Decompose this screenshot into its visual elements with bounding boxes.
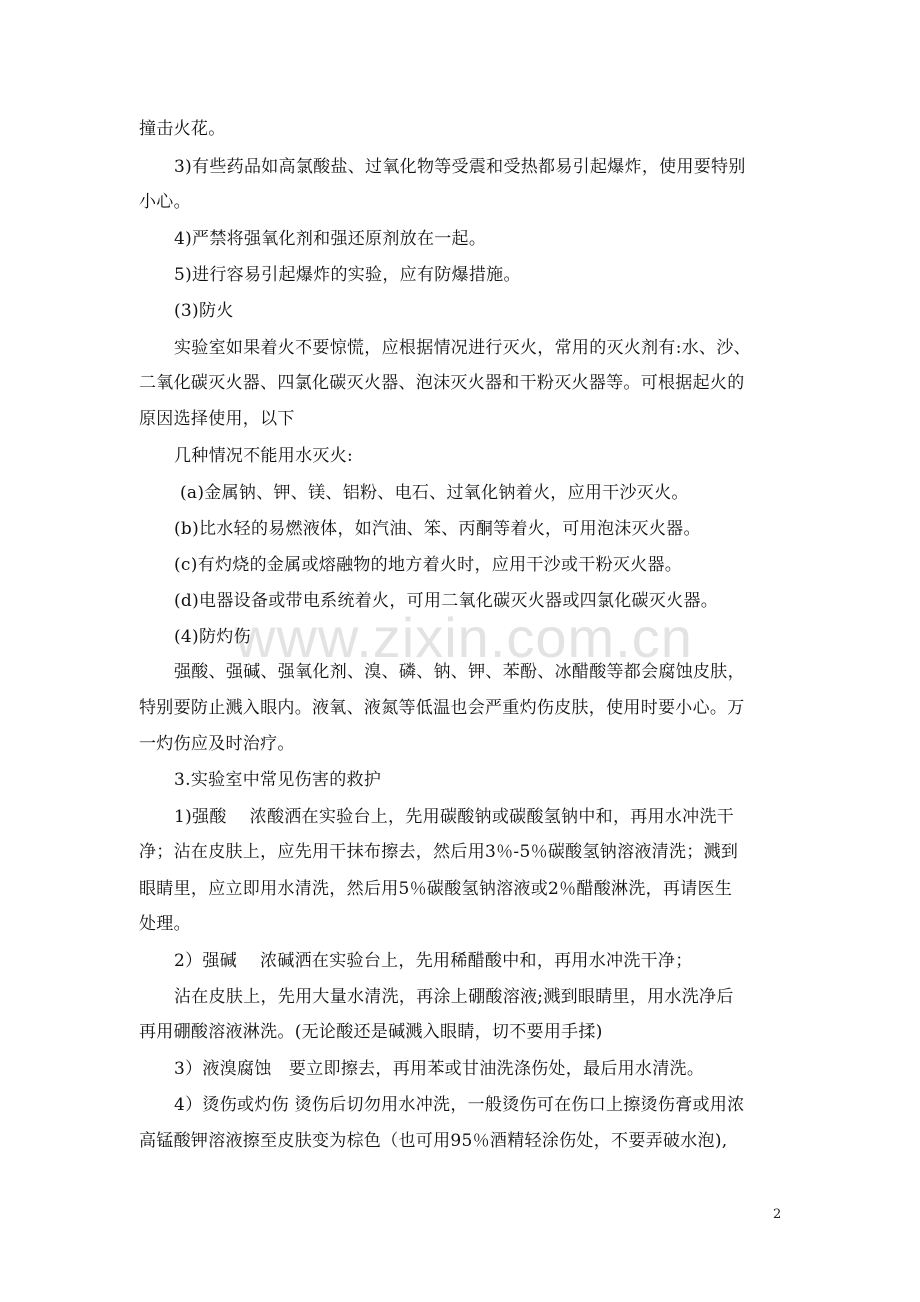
text-line: 1)强酸 浓酸洒在实验台上，先用碳酸钠或碳酸氢钠中和，再用水冲洗干 xyxy=(174,807,735,827)
text-line: 净；沾在皮肤上，应先用干抹布擦去，然后用3％-5％碳酸氢钠溶液清洗；溅到 xyxy=(139,842,739,862)
text-line: 一灼伤应及时治疗。 xyxy=(139,734,295,754)
text-line: 特别要防止溅入眼内。液氧、液氮等低温也会严重灼伤皮肤，使用时要小心。万 xyxy=(139,698,745,718)
text-line: 处理。 xyxy=(139,914,191,934)
text-line: 3)有些药品如高氯酸盐、过氧化物等受震和受热都易引起爆炸，使用要特别 xyxy=(174,157,746,177)
text-line: 4)严禁将强氧化剂和强还原剂放在一起。 xyxy=(174,229,487,249)
section-heading: 3.实验室中常见伤害的救护 xyxy=(174,770,382,790)
text-line: 4）烫伤或灼伤 烫伤后切勿用水冲洗，一般烫伤可在伤口上擦烫伤膏或用浓 xyxy=(174,1095,745,1115)
text-line: 二氧化碳灭火器、四氯化碳灭火器、泡沫灭火器和干粉灭火器等。可根据起火的 xyxy=(139,373,745,393)
text-line: 再用硼酸溶液淋洗。(无论酸还是碱溅入眼睛，切不要用手揉) xyxy=(139,1022,603,1042)
list-item: (a)金属钠、钾、镁、铝粉、电石、过氧化钠着火，应用干沙灭火。 xyxy=(180,483,689,503)
text-line: 2）强碱 浓碱洒在实验台上，先用稀醋酸中和，再用水冲洗干净； xyxy=(174,951,693,971)
page-number: 2 xyxy=(773,1207,782,1222)
text-line: 几种情况不能用水灭火: xyxy=(174,446,354,466)
text-line: 眼睛里，应立即用水清洗，然后用5％碳酸氢钠溶液或2％醋酸淋洗，再请医生 xyxy=(139,879,733,899)
text-line: 高锰酸钾溶液擦至皮肤变为棕色（也可用95％酒精轻涂伤处，不要弄破水泡), xyxy=(139,1131,728,1151)
section-heading: (3)防火 xyxy=(174,301,234,321)
text-line: 小心。 xyxy=(139,192,191,212)
text-line: 3）液溴腐蚀 要立即擦去，再用苯或甘油洗涤伤处，最后用水清洗。 xyxy=(174,1059,705,1079)
text-line: 5)进行容易引起爆炸的实验，应有防爆措施。 xyxy=(174,265,521,285)
watermark: www.zixin.com.cn xyxy=(235,606,693,669)
text-line: 撞击火花。 xyxy=(139,119,226,139)
list-item: (b)比水轻的易燃液体，如汽油、笨、丙酮等着火，可用泡沫灭火器。 xyxy=(174,519,701,539)
text-line: 原因选择使用，以下 xyxy=(139,409,295,429)
list-item: (d)电器设备或带电系统着火，可用二氧化碳灭火器或四氯化碳灭火器。 xyxy=(174,591,719,611)
text-line: 强酸、强碱、强氧化剂、溴、磷、钠、钾、苯酚、冰醋酸等都会腐蚀皮肤， xyxy=(174,662,745,682)
text-line: 沾在皮肤上，先用大量水清洗，再涂上硼酸溶液;溅到眼睛里，用水洗净后 xyxy=(174,987,734,1007)
text-line: 实验室如果着火不要惊慌，应根据情况进行灭火，常用的灭火剂有:水、沙、 xyxy=(174,338,751,358)
list-item: (c)有灼烧的金属或熔融物的地方着火时，应用干沙或干粉灭火器。 xyxy=(174,555,683,575)
section-heading: (4)防灼伤 xyxy=(174,627,251,647)
